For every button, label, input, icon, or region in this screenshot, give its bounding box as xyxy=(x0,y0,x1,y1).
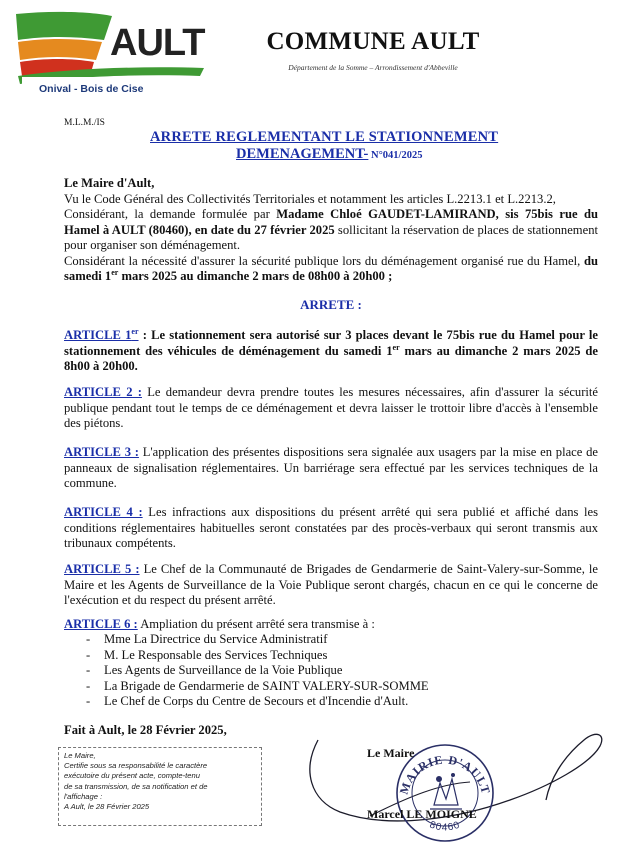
arrete-number: N°041/2025 xyxy=(368,150,423,161)
article-5 xyxy=(64,562,598,609)
signature-name: Marcel LE MOIGNE xyxy=(367,807,477,821)
article-3-label: ARTICLE 3 : xyxy=(64,445,139,459)
article-2-text: Le demandeur devra prendre toutes les mesures nécessaires, afin d'assurer la sécurité publique pendant tout le temps de ce déménagement et devra laisser le trottoir libre d'accès à l'ensemble des piétons. xyxy=(64,385,598,430)
commune-title: COMMUNE AULT xyxy=(266,28,480,55)
article-1-sep: : xyxy=(138,328,152,342)
article-6-label: ARTICLE 6 : xyxy=(64,617,138,631)
intro-considerant-1 xyxy=(64,207,598,254)
recipient-list xyxy=(86,632,429,710)
logo-tagline: Onival - Bois de Cise xyxy=(39,83,144,95)
arrete-title-main: DEMENAGEMENT- xyxy=(236,146,369,162)
svg-text:80460: 80460 xyxy=(428,819,462,834)
certification-box xyxy=(58,747,262,826)
article-6 xyxy=(64,617,598,633)
article-4-text: Les infractions aux dispositions du présent arrêté qui sera publié et affiché dans les conditions réglementaires habituelles seront constatées par des procès-verbaux qui seront transmis aux tribunaux compétents. xyxy=(64,505,598,550)
intro-section xyxy=(64,176,598,285)
list-item: - Les Agents de Surveillance de la Voie Publique xyxy=(86,663,343,677)
cons1-end: sollicitant la réservation de places de stationnement pour organiser son déménagement. xyxy=(64,222,598,252)
article-4 xyxy=(64,505,598,552)
commune-logo xyxy=(14,10,206,94)
cons2-sup: er xyxy=(111,267,119,277)
article-2-label: ARTICLE 2 : xyxy=(64,385,142,399)
arrete-label: ARRETE : xyxy=(300,297,362,312)
article-5-label: ARTICLE 5 : xyxy=(64,562,140,576)
article-3 xyxy=(64,445,598,492)
cons2-text: Considérant la nécessité d'assurer la sécurité publique lors du déménagement organisé rue du Hamel, xyxy=(64,253,584,268)
arrete-title-line2 xyxy=(236,146,422,164)
list-item: - M. Le Responsable des Services Techniques xyxy=(86,647,328,662)
article-4-label: ARTICLE 4 : xyxy=(64,505,143,519)
arrete-title-line1: ARRETE REGLEMENTANT LE STATIONNEMENT xyxy=(150,129,499,145)
article-1-text: Le stationnement sera autorisé sur 3 places devant le 75bis rue du Hamel pour le stationnement des véhicules de déménagement du samedi 1 xyxy=(64,328,599,358)
list-item: - Le Chef de Corps du Centre de Secours et d'Incendie d'Ault. xyxy=(86,694,409,708)
article-1-text-end: mars au dimanche 2 mars 2025 de 8h00 à 20h00. xyxy=(64,343,598,373)
fait-a-ault: Fait à Ault, le 28 Février 2025, xyxy=(64,723,227,737)
cons2-bold: du samedi 1 xyxy=(64,253,598,283)
list-item: - Mme La Directrice du Service Administratif xyxy=(86,632,328,646)
signature-role: Le Maire xyxy=(367,746,415,760)
cert-line: de sa transmission, de sa notification et de xyxy=(64,781,208,791)
article-1-label: ARTICLE 1er xyxy=(64,326,139,342)
cert-line: A Ault, le 28 Février 2025 xyxy=(64,802,150,812)
cons1-bold: Madame Chloé GAUDET-LAMIRAND, sis 75bis rue du Hamel à AULT (80460), en date du 27 février 2025 xyxy=(64,207,598,237)
article-1-text-sup: er xyxy=(392,342,400,352)
cert-line: l'affichage : xyxy=(64,791,103,801)
article-2 xyxy=(64,385,598,432)
cert-line: Certifie sous sa responsabilité le caractère xyxy=(64,761,208,771)
commune-subtitle: Département de la Somme – Arrondissement d'Abbeville xyxy=(288,63,458,72)
logo-name: AULT xyxy=(110,22,205,64)
cert-line: Le Maire, xyxy=(64,751,96,760)
list-item: - La Brigade de Gendarmerie de SAINT VALERY-SUR-SOMME xyxy=(86,678,429,693)
intro-vu: Vu le Code Général des Collectivités Territoriales et notamment les articles L.2213.1 et L.2213.2, xyxy=(64,191,556,206)
cons2-bold-end: mars 2025 au dimanche 2 mars de 08h00 à 20h00 ; xyxy=(118,269,393,283)
article-1 xyxy=(64,328,598,375)
reference: M.L.M./IS xyxy=(64,118,105,128)
svg-text:MAIRIE D'AULT: MAIRIE D'AULT xyxy=(396,752,494,797)
cons1-text: Considérant, la demande formulée par xyxy=(64,207,277,221)
intro-considerant-2 xyxy=(64,254,598,285)
intro-maire: Le Maire d'Ault, xyxy=(64,176,155,190)
article-6-text: Ampliation du présent arrêté sera transmise à : xyxy=(137,617,375,631)
article-3-text: L'application des présentes dispositions sera signalée aux usagers par la mise en place de panneaux de signalisation réglementaires. Un barriérage sera effectué par les services techniques de la commune. xyxy=(64,445,598,490)
article-5-text: Le Chef de la Communauté de Brigades de Gendarmerie de Saint-Valery-sur-Somme, le Maire et les Agents de Surveillance de la Voie Publique seront chargés, chacun en ce qui le concerne de l'exécution et du respect du présent arrêté. xyxy=(64,562,599,607)
cert-line: exécutoire du présent acte, compte-tenu xyxy=(64,771,200,781)
